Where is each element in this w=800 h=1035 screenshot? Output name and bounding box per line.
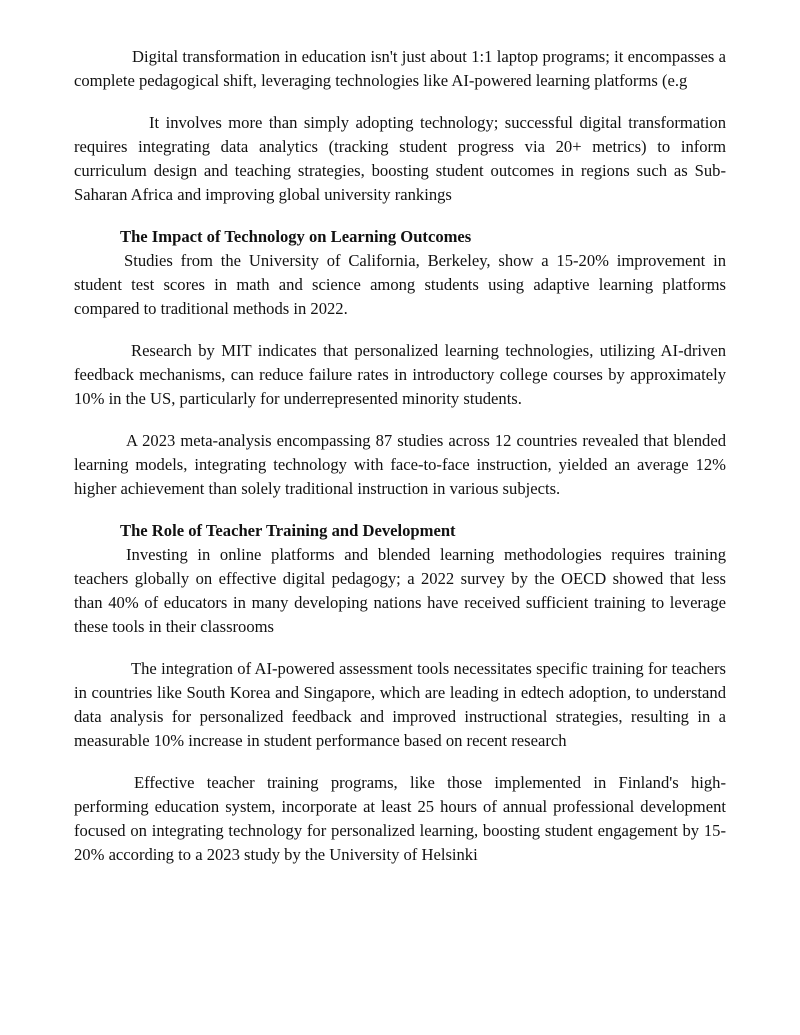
impact-paragraph-1: Studies from the University of California, Berkeley, show a 15-20% improvement in student test scores in math and science among students using adaptive learning platforms compared to traditional methods in 2022.: [74, 251, 726, 318]
intro-paragraph-1: Digital transformation in education isn't just about 1:1 laptop programs; it encompasses a complete pedagogical shift, leveraging technologies like AI-powered learning platforms (e.g: [74, 47, 726, 90]
intro-paragraph-2: It involves more than simply adopting technology; successful digital transformation requires integrating data analytics (tracking student progress via 20+ metrics) to inform curriculum design and teaching strategies, boosting student outcomes in regions such as Sub-Saharan Africa and improving global university rankings: [74, 113, 726, 204]
training-paragraph-3: Effective teacher training programs, like those implemented in Finland's high-performing education system, incorporate at least 25 hours of annual professional development focused on integrating technology for personalized learning, boosting student engagement by 15-20% according to a 2023 study by the University of Helsinki: [74, 773, 726, 864]
section-heading-impact: The Impact of Technology on Learning Outcomes: [120, 227, 472, 246]
impact-paragraph-2: Research by MIT indicates that personalized learning technologies, utilizing AI-driven feedback mechanisms, can reduce failure rates in introductory college courses by approximately 10% in the US, particularly for underrepresented minority students.: [74, 341, 726, 408]
document-page: [74, 45, 726, 867]
training-paragraph-2: The integration of AI-powered assessment tools necessitates specific training for teachers in countries like South Korea and Singapore, which are leading in edtech adoption, to understand data analysis for personalized feedback and improved instructional strategies, resulting in a measurable 10% increase in student performance based on recent research: [74, 659, 726, 750]
section-heading-teacher-training: The Role of Teacher Training and Development: [120, 521, 456, 540]
training-paragraph-1: Investing in online platforms and blended learning methodologies requires training teachers globally on effective digital pedagogy; a 2022 survey by the OECD showed that less than 40% of educators in many developing nations have received sufficient training to leverage these tools in their classrooms: [74, 545, 726, 636]
impact-paragraph-3: A 2023 meta-analysis encompassing 87 studies across 12 countries revealed that blended learning models, integrating technology with face-to-face instruction, yielded an average 12% higher achievement than solely traditional instruction in various subjects.: [74, 431, 726, 498]
